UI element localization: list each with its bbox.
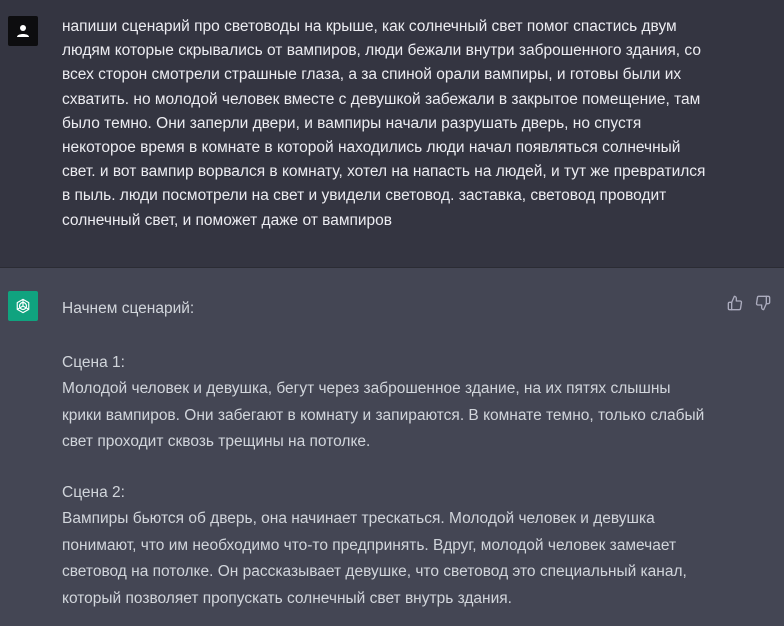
user-icon xyxy=(16,24,30,38)
thumbs-down-icon xyxy=(755,295,771,311)
scene-heading: Сцена 1: xyxy=(62,353,125,371)
assistant-intro: Начнем сценарий: xyxy=(62,300,195,317)
user-avatar xyxy=(8,16,38,46)
assistant-avatar xyxy=(8,291,38,321)
user-message xyxy=(0,0,784,268)
scene-block xyxy=(62,350,712,456)
thumbs-down-button[interactable] xyxy=(754,294,772,312)
scene-body: Молодой человек и девушка, бегут через заброшенное здание, на их пятях слышны крики вампиров. Они забегают в комнату и запираются. В комнате темно, только слабый свет проходит сквозь трещины на потолке. xyxy=(62,380,705,450)
scene-body: Вампиры бьются об дверь, она начинает трескаться. Молодой человек и девушка понимают, что им необходимо что-то предпринять. Вдруг, молодой человек замечает световод на потолке. Он рассказывает девушке, что световод это специальный канал, который позволяет пропускать солнечный свет внутрь здания. xyxy=(62,510,687,607)
openai-logo-icon xyxy=(13,296,33,316)
thumbs-up-button[interactable] xyxy=(726,294,744,312)
scene-block xyxy=(62,480,712,613)
scene-heading: Сцена 2: xyxy=(62,483,125,501)
assistant-message-text xyxy=(62,296,712,626)
thumbs-up-icon xyxy=(727,295,743,311)
user-message-text: напиши сценарий про световоды на крыше, как солнечный свет помог спастись двум людям которые скрывались от вампиров, люди бежали внутри заброшенного здания, со всех сторон смотрели страшные глаза, а за спиной орали вампиры, и готовы были их схватить. но молодой человек вместе с девушкой забежали в закрытое помещение, там было темно. Они заперли двери, и вампиры начали разрушать дверь, но спустя некоторое время в комнате в которой находились люди начал появляться солнечный свет. и вот вампир ворвался в комнату, хотел на напасть на людей, и тут же превратился в пыль. люди посмотрели на свет и увидели световод. заставка, световод проводит солнечный свет, и поможет даже от вампиров xyxy=(62,18,706,229)
feedback-buttons xyxy=(726,294,772,312)
